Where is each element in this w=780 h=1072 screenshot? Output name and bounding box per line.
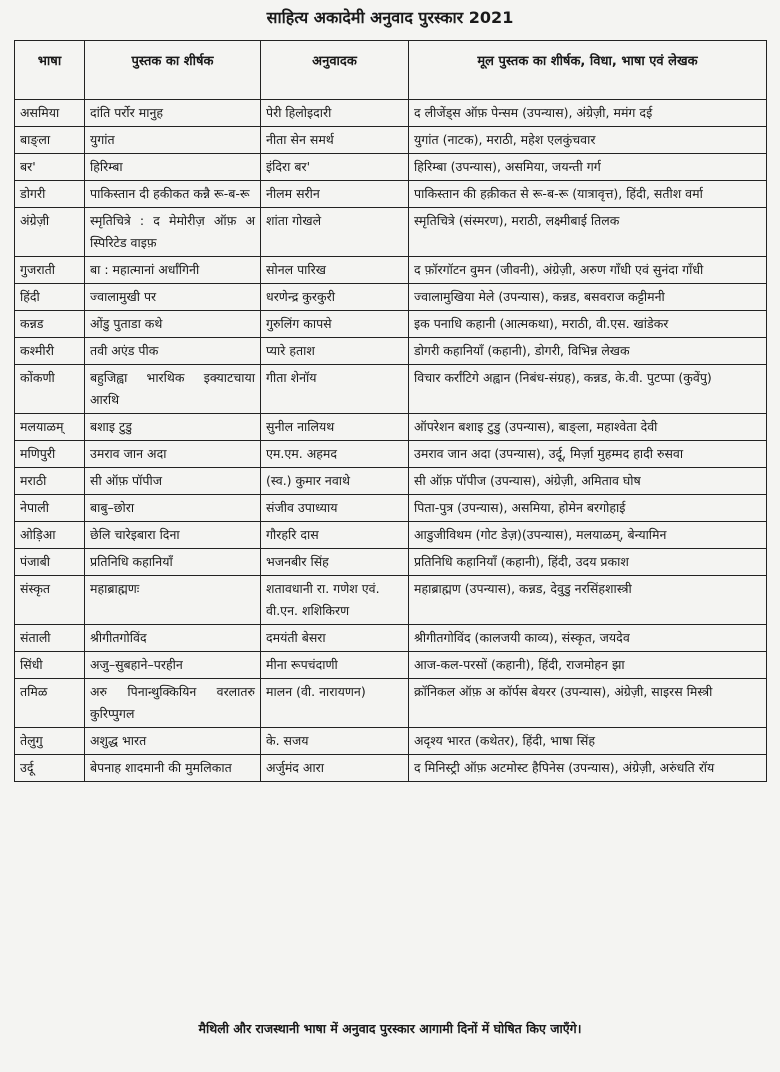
award-table bbox=[14, 40, 767, 782]
cell-translator: शतावधानी रा. गणेश एवं. वी.एन. शशिकिरण bbox=[261, 576, 409, 625]
cell-language: डोगरी bbox=[15, 181, 85, 208]
cell-original-book: आज-कल-परसों (कहानी), हिंदी, राजमोहन झा bbox=[409, 652, 767, 679]
cell-original-book: क्रॉनिकल ऑफ़ अ कॉर्पस बेयरर (उपन्यास), अंग्रेज़ी, साइरस मिस्त्री bbox=[409, 679, 767, 728]
cell-book-title: प्रतिनिधि कहानियाँ bbox=[85, 549, 261, 576]
cell-book-title: स्मृतिचित्रे : द मेमोरीज़ ऑफ़ अ स्पिरिटेड वाइफ़ bbox=[85, 208, 261, 257]
cell-language: गुजराती bbox=[15, 257, 85, 284]
cell-original-book: श्रीगीतगोविंद (कालजयी काव्य), संस्कृत, जयदेव bbox=[409, 625, 767, 652]
cell-book-title: बशाइ टुडु bbox=[85, 414, 261, 441]
cell-language: बाङ्ला bbox=[15, 127, 85, 154]
table-row bbox=[15, 441, 767, 468]
cell-language: तेलुगु bbox=[15, 728, 85, 755]
cell-translator: प्यारे हताश bbox=[261, 338, 409, 365]
table-row bbox=[15, 495, 767, 522]
cell-translator: नीलम सरीन bbox=[261, 181, 409, 208]
cell-language: संस्कृत bbox=[15, 576, 85, 625]
cell-book-title: छेलि चारेइबारा दिना bbox=[85, 522, 261, 549]
cell-original-book: सी ऑफ़ पॉपीज (उपन्यास), अंग्रेज़ी, अमिताव घोष bbox=[409, 468, 767, 495]
cell-original-book: पाकिस्तान की हक़ीकत से रू-ब-रू (यात्रावृत्त), हिंदी, सतीश वर्मा bbox=[409, 181, 767, 208]
cell-book-title: बाबु–छोरा bbox=[85, 495, 261, 522]
cell-book-title: बहुजिह्वा भारथिक इक्याटचाया आरथि bbox=[85, 365, 261, 414]
table-row bbox=[15, 154, 767, 181]
cell-book-title: ओंडु पुताडा कथे bbox=[85, 311, 261, 338]
cell-original-book: हिरिम्बा (उपन्यास), असमिया, जयन्ती गर्ग bbox=[409, 154, 767, 181]
table-row bbox=[15, 365, 767, 414]
table-row bbox=[15, 208, 767, 257]
table-row bbox=[15, 414, 767, 441]
table-row bbox=[15, 181, 767, 208]
cell-language: मलयाळम् bbox=[15, 414, 85, 441]
cell-translator: संजीव उपाध्याय bbox=[261, 495, 409, 522]
cell-book-title: ज्वालामुखी पर bbox=[85, 284, 261, 311]
cell-original-book: द मिनिस्ट्री ऑफ़ अटमोस्ट हैपिनेस (उपन्यास), अंग्रेज़ी, अरुंधति रॉय bbox=[409, 755, 767, 782]
cell-book-title: उमराव जान अदा bbox=[85, 441, 261, 468]
cell-translator: धरणेन्द्र कुरकुरी bbox=[261, 284, 409, 311]
cell-translator: इंदिरा बर' bbox=[261, 154, 409, 181]
cell-original-book: अदृश्य भारत (कथेतर), हिंदी, भाषा सिंह bbox=[409, 728, 767, 755]
cell-book-title: बेपनाह शादमानी की मुमलिकात bbox=[85, 755, 261, 782]
cell-translator: गौरहरि दास bbox=[261, 522, 409, 549]
page-title: साहित्य अकादेमी अनुवाद पुरस्कार 2021 bbox=[266, 8, 514, 27]
table-row bbox=[15, 100, 767, 127]
cell-original-book: विचार कर्रांटिगे अह्वान (निबंध-संग्रह), कन्नड, के.वी. पुटप्पा (कुवेंपु) bbox=[409, 365, 767, 414]
cell-language: असमिया bbox=[15, 100, 85, 127]
cell-book-title: श्रीगीतगोविंद bbox=[85, 625, 261, 652]
cell-language: बर' bbox=[15, 154, 85, 181]
header-book-title: पुस्तक का शीर्षक bbox=[85, 41, 261, 100]
table-row bbox=[15, 549, 767, 576]
cell-original-book: युगांत (नाटक), मराठी, महेश एलकुंचवार bbox=[409, 127, 767, 154]
header-original-book: मूल पुस्तक का शीर्षक, विधा, भाषा एवं लेखक bbox=[409, 41, 767, 100]
cell-original-book: ज्वालामुखिया मेले (उपन्यास), कन्नड, बसवराज कट्टीमनी bbox=[409, 284, 767, 311]
cell-book-title: दांति पर्रोर मानुह bbox=[85, 100, 261, 127]
table-row bbox=[15, 728, 767, 755]
cell-translator: नीता सेन समर्थ bbox=[261, 127, 409, 154]
cell-language: नेपाली bbox=[15, 495, 85, 522]
cell-book-title: तवी अएंड पीक bbox=[85, 338, 261, 365]
cell-book-title: हिरिम्बा bbox=[85, 154, 261, 181]
footer-note: मैथिली और राजस्थानी भाषा में अनुवाद पुरस्कार आगामी दिनों में घोषित किए जाएँगे। bbox=[198, 1021, 582, 1036]
table-row bbox=[15, 522, 767, 549]
cell-translator: दमयंती बेसरा bbox=[261, 625, 409, 652]
cell-book-title: युगांत bbox=[85, 127, 261, 154]
cell-original-book: ऑपरेशन बशाइ टुडु (उपन्यास), बाङ्ला, महाश्वेता देवी bbox=[409, 414, 767, 441]
cell-translator: पेरी हिलोइदारी bbox=[261, 100, 409, 127]
cell-language: उर्दू bbox=[15, 755, 85, 782]
cell-translator: सुनील नालियथ bbox=[261, 414, 409, 441]
cell-book-title: अशुद्ध भारत bbox=[85, 728, 261, 755]
cell-translator: भजनबीर सिंह bbox=[261, 549, 409, 576]
table-row bbox=[15, 257, 767, 284]
table-row bbox=[15, 755, 767, 782]
cell-language: हिंदी bbox=[15, 284, 85, 311]
cell-original-book: आडुजीविथम (गोट डेज़)(उपन्यास), मलयाळम्, बेन्यामिन bbox=[409, 522, 767, 549]
table-row bbox=[15, 468, 767, 495]
cell-translator: गुरुलिंग कापसे bbox=[261, 311, 409, 338]
table-row bbox=[15, 652, 767, 679]
table-body bbox=[15, 100, 767, 782]
cell-original-book: द फ़ॉरगॉटन वुमन (जीवनी), अंग्रेज़ी, अरुण गाँधी एवं सुनंदा गाँधी bbox=[409, 257, 767, 284]
cell-language: पंजाबी bbox=[15, 549, 85, 576]
cell-book-title: बा : महात्मानां अर्धांगिनी bbox=[85, 257, 261, 284]
cell-original-book: डोगरी कहानियाँ (कहानी), डोगरी, विभिन्न लेखक bbox=[409, 338, 767, 365]
cell-language: कोंकणी bbox=[15, 365, 85, 414]
cell-original-book: पिता-पुत्र (उपन्यास), असमिया, होमेन बरगोहाई bbox=[409, 495, 767, 522]
cell-original-book: इक पनाधि कहानी (आत्मकथा), मराठी, वी.एस. खांडेकर bbox=[409, 311, 767, 338]
cell-translator: मीना रूपचंदाणी bbox=[261, 652, 409, 679]
cell-original-book: द लीजेंड्स ऑफ़ पेन्सम (उपन्यास), अंग्रेज़ी, ममंग दई bbox=[409, 100, 767, 127]
table-row bbox=[15, 679, 767, 728]
table-row bbox=[15, 576, 767, 625]
cell-language: अंग्रेज़ी bbox=[15, 208, 85, 257]
cell-original-book: महाब्राह्मण (उपन्यास), कन्नड, देवुडु नरसिंहशास्त्री bbox=[409, 576, 767, 625]
cell-language: संताली bbox=[15, 625, 85, 652]
cell-book-title: सी ऑफ़ पॉपीज bbox=[85, 468, 261, 495]
cell-language: मणिपुरी bbox=[15, 441, 85, 468]
cell-book-title: अजु–सुबहाने–परहीन bbox=[85, 652, 261, 679]
cell-translator: गीता शेनॉय bbox=[261, 365, 409, 414]
cell-language: कन्नड bbox=[15, 311, 85, 338]
cell-translator: मालन (वी. नारायणन) bbox=[261, 679, 409, 728]
cell-original-book: उमराव जान अदा (उपन्यास), उर्दू, मिर्ज़ा मुहम्मद हादी रुसवा bbox=[409, 441, 767, 468]
cell-language: तमिळ bbox=[15, 679, 85, 728]
cell-translator: शांता गोखले bbox=[261, 208, 409, 257]
cell-language: कश्मीरी bbox=[15, 338, 85, 365]
cell-translator: अर्जुमंद आरा bbox=[261, 755, 409, 782]
cell-book-title: पाकिस्तान दी हकीकत कन्नै रू-ब-रू bbox=[85, 181, 261, 208]
table-row bbox=[15, 311, 767, 338]
cell-language: सिंधी bbox=[15, 652, 85, 679]
cell-book-title: अरु पिनान्थुक्कियिन वरलातरु कुरिप्पुगल bbox=[85, 679, 261, 728]
table-row bbox=[15, 127, 767, 154]
cell-translator: (स्व.) कुमार नवाथे bbox=[261, 468, 409, 495]
cell-original-book: स्मृतिचित्रे (संस्मरण), मराठी, लक्ष्मीबाई तिलक bbox=[409, 208, 767, 257]
table-row bbox=[15, 338, 767, 365]
header-translator: अनुवादक bbox=[261, 41, 409, 100]
cell-language: ओड़िआ bbox=[15, 522, 85, 549]
cell-translator: एम.एम. अहमद bbox=[261, 441, 409, 468]
cell-translator: सोनल पारिख bbox=[261, 257, 409, 284]
cell-translator: के. सजय bbox=[261, 728, 409, 755]
header-language: भाषा bbox=[15, 41, 85, 100]
table-header-row bbox=[15, 41, 767, 100]
table-row bbox=[15, 284, 767, 311]
cell-original-book: प्रतिनिधि कहानियाँ (कहानी), हिंदी, उदय प्रकाश bbox=[409, 549, 767, 576]
cell-book-title: महाब्राह्मणः bbox=[85, 576, 261, 625]
cell-language: मराठी bbox=[15, 468, 85, 495]
table-row bbox=[15, 625, 767, 652]
